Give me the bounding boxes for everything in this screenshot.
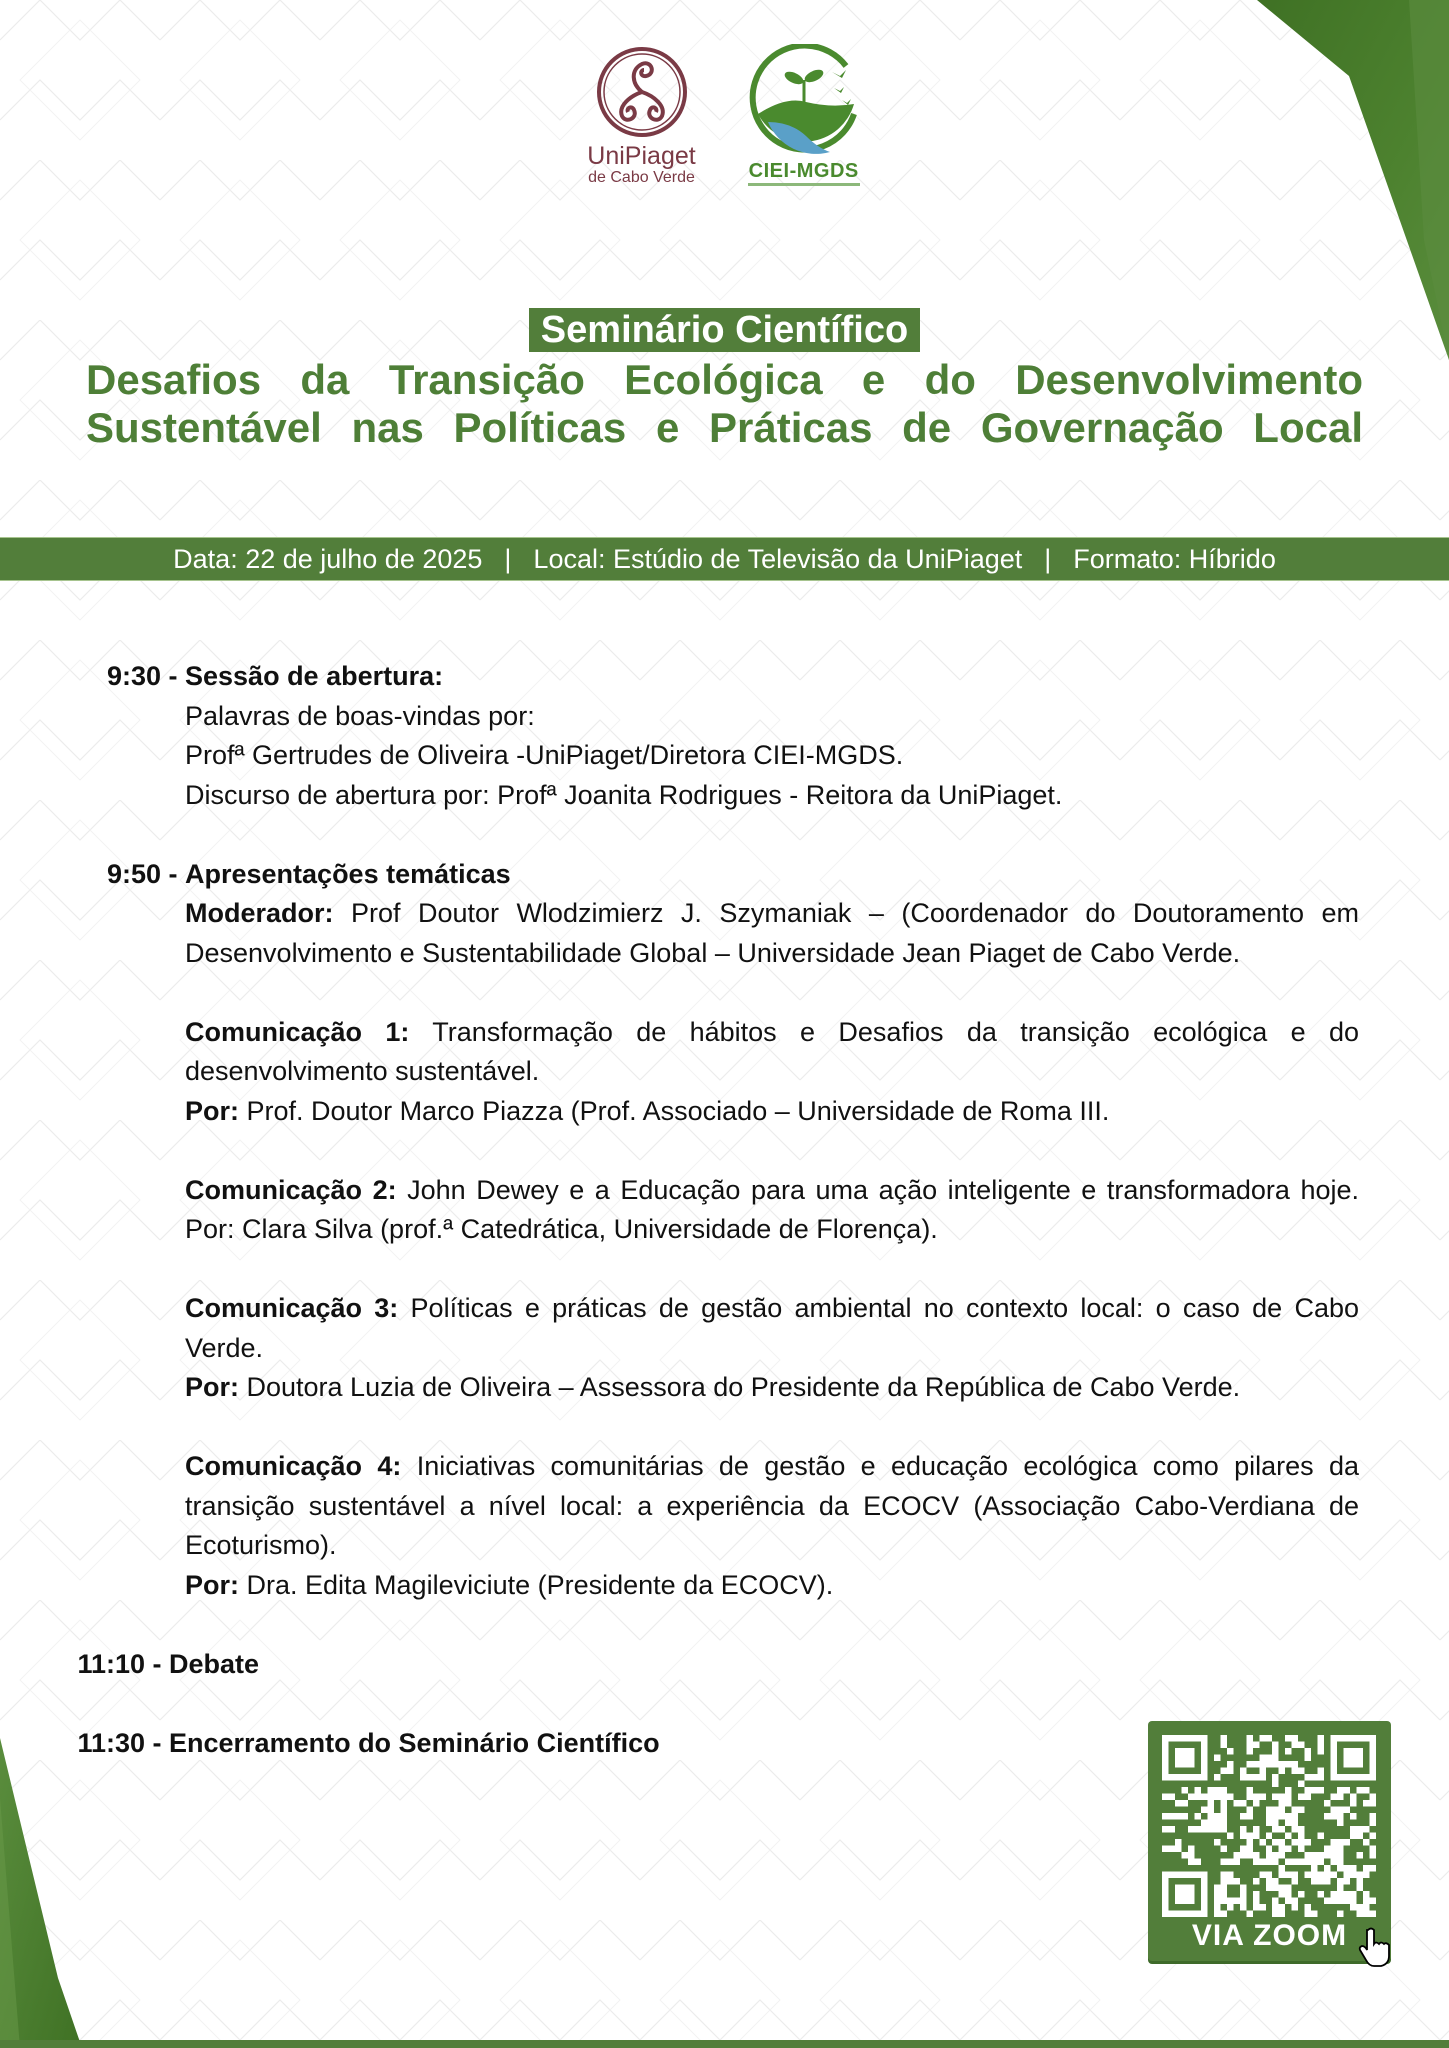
separator: | bbox=[1044, 543, 1052, 574]
separator: | bbox=[504, 543, 512, 574]
communication-label: Comunicação 1: bbox=[185, 1016, 410, 1047]
slot-title: Debate bbox=[169, 1648, 260, 1679]
program-slot-opening bbox=[0, 657, 1449, 815]
communication-1-speaker bbox=[185, 1092, 1359, 1132]
speaker-text: Dra. Edita Magileviciute (Presidente da ECOCV). bbox=[239, 1569, 834, 1600]
ciei-mgds-logo-name: CIEI-MGDS bbox=[748, 160, 859, 182]
ciei-mgds-logo-tagline bbox=[748, 183, 860, 186]
triskelion-icon bbox=[594, 44, 690, 140]
program-slot-debate bbox=[0, 1645, 1449, 1685]
zoom-qr-code[interactable] bbox=[1148, 1721, 1391, 1961]
speaker-text: Prof. Doutor Marco Piazza (Prof. Associado – Universidade de Roma III. bbox=[239, 1095, 1110, 1126]
header bbox=[0, 308, 1449, 452]
unipiaget-logo-name: UniPiaget bbox=[587, 142, 696, 170]
slot-time: 11:30 - bbox=[77, 1727, 169, 1758]
communication-text: Políticas e práticas de gestão ambiental no contexto local: o caso de Cabo Verde. bbox=[185, 1293, 1359, 1363]
ecology-globe-icon bbox=[746, 44, 862, 160]
slot-time: 9:50 - bbox=[106, 858, 185, 889]
qr-code-icon bbox=[1162, 1735, 1376, 1917]
corner-decoration-bottom-left bbox=[0, 1738, 150, 2048]
communication-text: John Dewey e a Educação para uma ação inteligente e transformadora hoje. Por: Clara Silva (prof.ª Catedrática, Universidade de Florença). bbox=[185, 1174, 1359, 1244]
communication-text: Iniciativas comunitárias de gestão e educação ecológica como pilares da transição sustentável a nível local: a experiência da ECOCV (Associação Cabo-Verdiana de Ecoturismo). bbox=[185, 1451, 1359, 1560]
seminar-badge: Seminário Científico bbox=[529, 308, 920, 352]
slot-time: 11:10 - bbox=[77, 1648, 169, 1679]
speaker-text: Doutora Luzia de Oliveira – Assessora do Presidente da República de Cabo Verde. bbox=[239, 1372, 1241, 1402]
communication-label: Comunicação 3: bbox=[185, 1293, 399, 1323]
program-slot-themes bbox=[0, 855, 1449, 1606]
moderator bbox=[185, 894, 1359, 973]
qr-label: VIA ZOOM bbox=[1191, 1919, 1348, 1952]
communication-4-speaker bbox=[185, 1566, 1359, 1606]
speaker-label: Por: bbox=[185, 1095, 239, 1126]
bottom-bar bbox=[0, 2040, 1449, 2048]
slot-time: 9:30 - bbox=[106, 661, 185, 691]
ciei-mgds-logo bbox=[746, 44, 862, 187]
slot-title: Sessão de abertura: bbox=[185, 661, 444, 691]
slot-line: Discurso de abertura por: Profª Joanita Rodrigues - Reitora da UniPiaget. bbox=[185, 779, 1063, 810]
slot-title: Encerramento do Seminário Científico bbox=[169, 1727, 660, 1758]
logos bbox=[0, 44, 1449, 187]
program bbox=[0, 657, 1449, 1763]
speaker-label: Por: bbox=[185, 1372, 239, 1402]
event-info-bar bbox=[0, 537, 1449, 581]
communication-2 bbox=[185, 1171, 1359, 1250]
page-title bbox=[86, 356, 1363, 452]
slot-line: Palavras de boas-vindas por: bbox=[185, 700, 535, 731]
event-location: Local: Estúdio de Televisão da UniPiaget bbox=[533, 543, 1023, 574]
speaker-label: Por: bbox=[185, 1569, 239, 1600]
communication-1 bbox=[185, 1013, 1359, 1092]
unipiaget-logo-subtitle: de Cabo Verde bbox=[588, 169, 695, 186]
title-line-2: Sustentável nas Políticas e Práticas de Governação Local bbox=[86, 404, 1363, 451]
slot-line: Profª Gertrudes de Oliveira -UniPiaget/Diretora CIEI-MGDS. bbox=[185, 740, 904, 770]
slot-title: Apresentações temáticas bbox=[185, 858, 511, 889]
communication-label: Comunicação 2: bbox=[185, 1174, 397, 1205]
hand-pointer-icon bbox=[1358, 1926, 1394, 1968]
title-line-1: Desafios da Transição Ecológica e do Desenvolvimento bbox=[86, 356, 1363, 403]
event-format: Formato: Híbrido bbox=[1073, 543, 1276, 574]
moderator-text: Prof Doutor Wlodzimierz J. Szymaniak – (Coordenador do Doutoramento em Desenvolvimento e Sustentabilidade Global – Universidade Jean Piaget de Cabo Verde. bbox=[185, 898, 1359, 968]
communication-3 bbox=[185, 1289, 1359, 1368]
communication-4 bbox=[185, 1447, 1359, 1566]
event-date: Data: 22 de julho de 2025 bbox=[173, 543, 483, 574]
unipiaget-logo bbox=[587, 44, 695, 187]
communication-3-speaker bbox=[185, 1368, 1359, 1408]
communication-label: Comunicação 4: bbox=[185, 1451, 402, 1481]
moderator-label: Moderador: bbox=[185, 898, 334, 928]
communication-text: Transformação de hábitos e Desafios da transição ecológica e do desenvolvimento sustentável. bbox=[185, 1016, 1359, 1086]
